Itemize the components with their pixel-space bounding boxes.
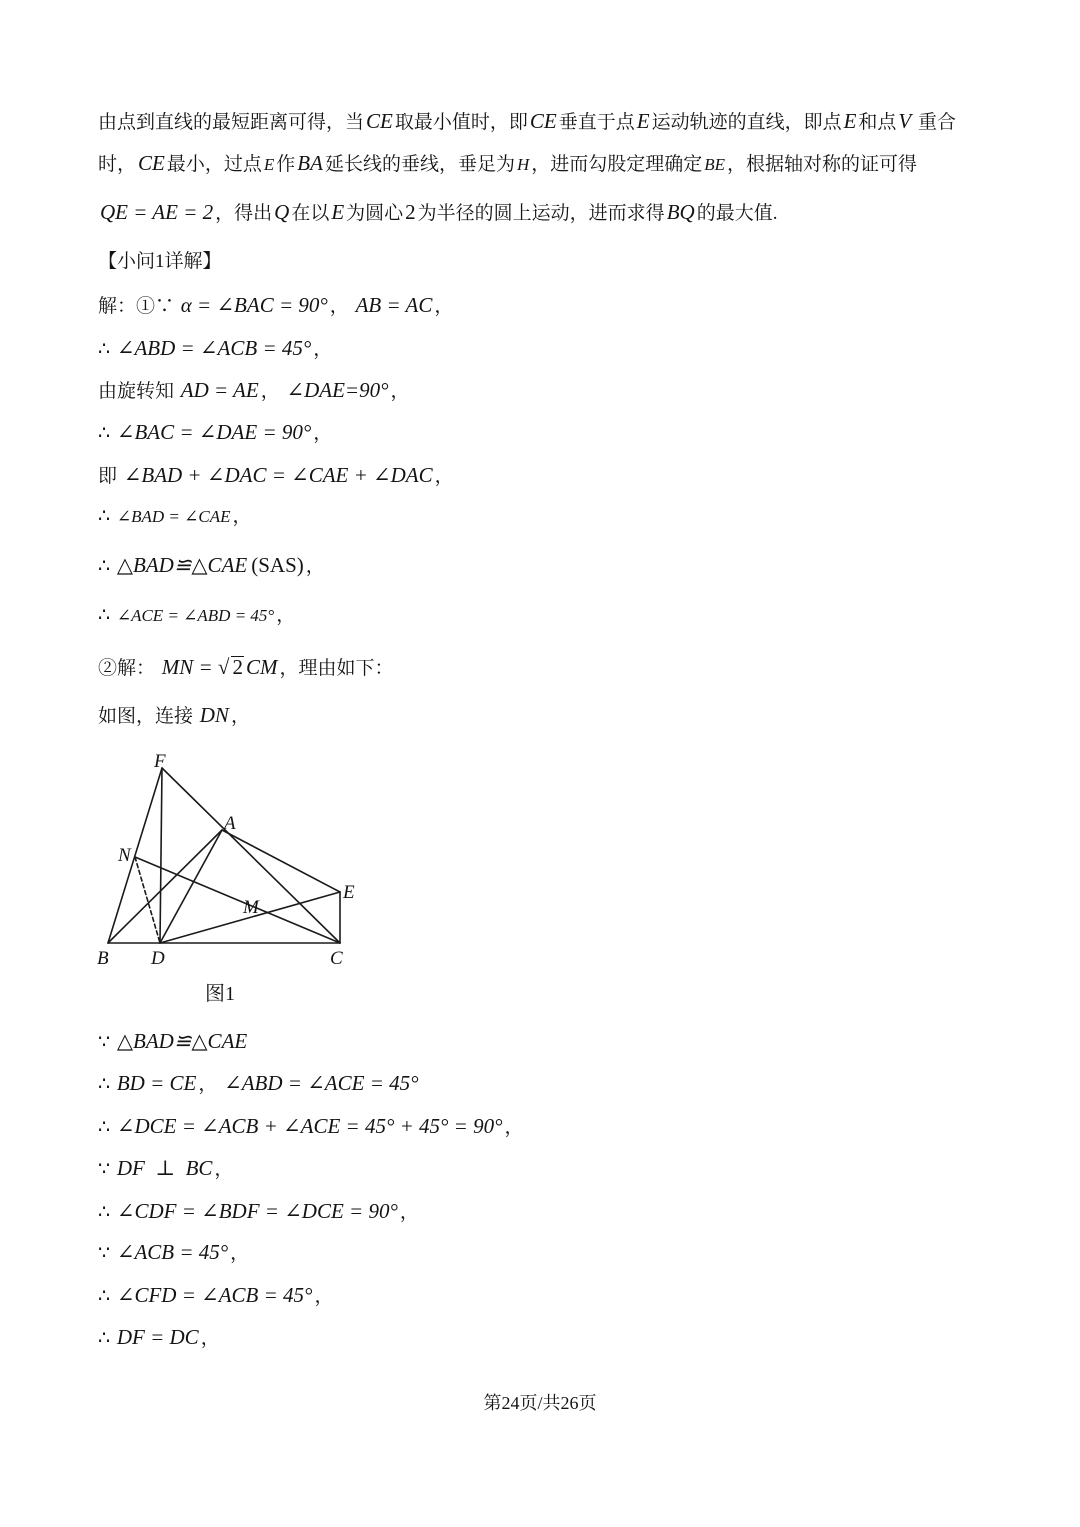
analysis-line (98, 101, 956, 141)
text-run: 最小，过点 (166, 154, 262, 175)
math-expression: BA (297, 151, 323, 175)
solution-line (98, 1232, 249, 1272)
analysis-line (98, 192, 777, 232)
solution-line (98, 647, 393, 687)
math-expression: α = ∠BAC = 90° (180, 293, 328, 317)
solution-line (98, 455, 454, 495)
solution-line (98, 370, 410, 410)
text-run: ， (329, 296, 354, 317)
solution-line (98, 1191, 419, 1231)
text-run: ∵ (98, 1159, 115, 1180)
text-run: ， (390, 381, 410, 402)
math-expression: BD = CE (116, 1071, 197, 1095)
math-expression: CE (529, 109, 557, 133)
text-run: 由旋转知 (98, 381, 179, 402)
text-run: ， (276, 605, 296, 626)
text-run: ∴ (98, 1117, 115, 1138)
text-run: ，进而勾股定理确定 (531, 154, 703, 175)
text-run: 垂直于点 (558, 112, 635, 133)
text-run: 作 (276, 154, 296, 175)
math-expression: 2 (232, 655, 243, 679)
math-expression: ∠BAC = ∠DAE = 90° (116, 420, 312, 444)
text-run: ， (260, 381, 285, 402)
text-run: ②解： (98, 658, 160, 679)
solution-line (98, 1063, 421, 1103)
text-run: ， (232, 506, 252, 527)
point-label-C: C (330, 948, 343, 969)
math-expression: AB = AC (355, 293, 433, 317)
text-run: ∴ (98, 1202, 115, 1223)
segment-ND-dashed (135, 857, 160, 943)
text-run: ， (230, 706, 250, 727)
math-expression: 2 (405, 200, 416, 224)
text-run: 如图，连接 (98, 706, 198, 727)
solution-line (98, 695, 250, 735)
math-expression: H (516, 155, 530, 174)
math-expression: CE (366, 109, 393, 133)
solution-line (98, 412, 332, 452)
math-expression: E (331, 200, 345, 224)
math-expression: DF = DC (116, 1325, 199, 1349)
text-run: ∵ (98, 1032, 115, 1053)
geometry-figure (90, 740, 380, 975)
math-expression: ∠DCE = ∠ACB + ∠ACE = 45° + 45° = 90° (116, 1114, 503, 1138)
text-run: ， (314, 1286, 334, 1307)
analysis-line (98, 143, 917, 183)
text-run: 取最小值时，即 (394, 112, 528, 133)
math-expression: V (898, 109, 912, 133)
text-run: ∴ (98, 556, 115, 577)
text-run: 为圆心 (346, 203, 404, 224)
text-run: ， (200, 1328, 220, 1349)
text-run: 的最大值. (696, 203, 778, 224)
text-run: ∴ (98, 605, 115, 626)
text-run: 和点 (858, 112, 897, 133)
text-run: ∴ (98, 339, 115, 360)
solution-line (98, 497, 251, 537)
text-run: 由点到直线的最短距离可得，当 (98, 112, 365, 133)
text-run: ， (313, 339, 333, 360)
math-expression: ∠ACE = ∠ABD = 45° (116, 606, 275, 625)
text-run: ， (399, 1202, 419, 1223)
text-run: 即 (98, 466, 122, 487)
math-expression: AD = AE (180, 378, 259, 402)
solution-line (98, 596, 295, 636)
math-expression: Q (274, 200, 290, 224)
math-expression: ∠CDF = ∠BDF = ∠DCE = 90° (116, 1199, 398, 1223)
segment-FD (160, 768, 162, 943)
math-expression: ∠CFD = ∠ACB = 45° (116, 1283, 313, 1307)
text-run: 重合 (913, 112, 957, 133)
math-expression: DN (199, 703, 229, 727)
math-expression: MN = √ (161, 655, 230, 679)
section-heading (98, 242, 222, 282)
text-run: ， (313, 423, 333, 444)
math-expression: ∠DAE=90° (286, 378, 389, 402)
point-label-F: F (154, 751, 166, 772)
math-expression: ∠BAD + ∠DAC = ∠CAE + ∠DAC (123, 463, 433, 487)
text-run: ， (198, 1074, 223, 1095)
text-run: ，根据轴对称的证可得 (727, 154, 918, 175)
math-expression: QE = AE = 2 (100, 200, 214, 224)
math-expression: E (263, 155, 275, 174)
solution-line (98, 1275, 333, 1315)
point-label-M: M (243, 897, 259, 918)
math-expression: CE (138, 151, 165, 175)
figure-caption: 图1 (205, 983, 235, 1005)
solution-line (98, 285, 453, 325)
text-run: ∵ (98, 1243, 115, 1264)
text-run: ， (434, 466, 454, 487)
math-expression: BQ (666, 200, 695, 224)
text-run: ，得出 (215, 203, 273, 224)
math-expression: ∠ABD = ∠ACB = 45° (116, 336, 312, 360)
math-expression: △BAD≌△CAE (116, 553, 248, 577)
math-expression: E (636, 109, 650, 133)
text-run: ， (504, 1117, 524, 1138)
text-run: 时， (98, 154, 137, 175)
text-run: ， (230, 1243, 250, 1264)
text-run: ， (214, 1159, 234, 1180)
text-run: ∴ (98, 1286, 115, 1307)
solution-line (98, 1148, 233, 1188)
solution-line (98, 1106, 524, 1146)
math-expression: DF ⊥ BC (116, 1156, 213, 1180)
text-run: 在以 (291, 203, 330, 224)
text-run: ， (434, 296, 454, 317)
text-run: 延长线的垂线，垂足为 (324, 154, 515, 175)
page-number: 第24页/共26页 (483, 1393, 597, 1413)
math-expression: (SAS) (251, 553, 304, 577)
segment-AE (222, 830, 340, 892)
math-expression: BE (704, 155, 726, 174)
point-label-N: N (118, 845, 131, 866)
text-run: 【小问1详解】 (98, 251, 222, 272)
solution-line (98, 1317, 220, 1357)
segment-DA (160, 830, 222, 943)
math-expression: E (843, 109, 857, 133)
text-run: 为半径的圆上运动，进而求得 (417, 203, 665, 224)
text-run: ∴ (98, 506, 115, 527)
solution-line (98, 545, 325, 585)
solution-line (98, 1021, 249, 1061)
text-run: ∴ (98, 423, 115, 444)
math-expression: ∠ACB = 45° (116, 1240, 229, 1264)
text-run: ，理由如下： (279, 658, 394, 679)
text-run: ∴ (98, 1328, 115, 1349)
text-run: ∴ (98, 1074, 115, 1095)
math-expression: △BAD≌△CAE (116, 1029, 248, 1053)
text-run: 运动轨迹的直线，即点 (651, 112, 842, 133)
math-expression: CM (245, 655, 278, 679)
solution-line (98, 328, 332, 368)
point-label-A: A (224, 813, 236, 834)
text-run: 解：①∵ (98, 296, 179, 317)
text-run: ， (305, 556, 325, 577)
math-expression: ∠ABD = ∠ACE = 45° (224, 1071, 419, 1095)
point-label-B: B (97, 948, 109, 969)
point-label-E: E (343, 882, 355, 903)
point-label-D: D (151, 948, 165, 969)
math-expression: ∠BAD = ∠CAE (116, 507, 231, 526)
